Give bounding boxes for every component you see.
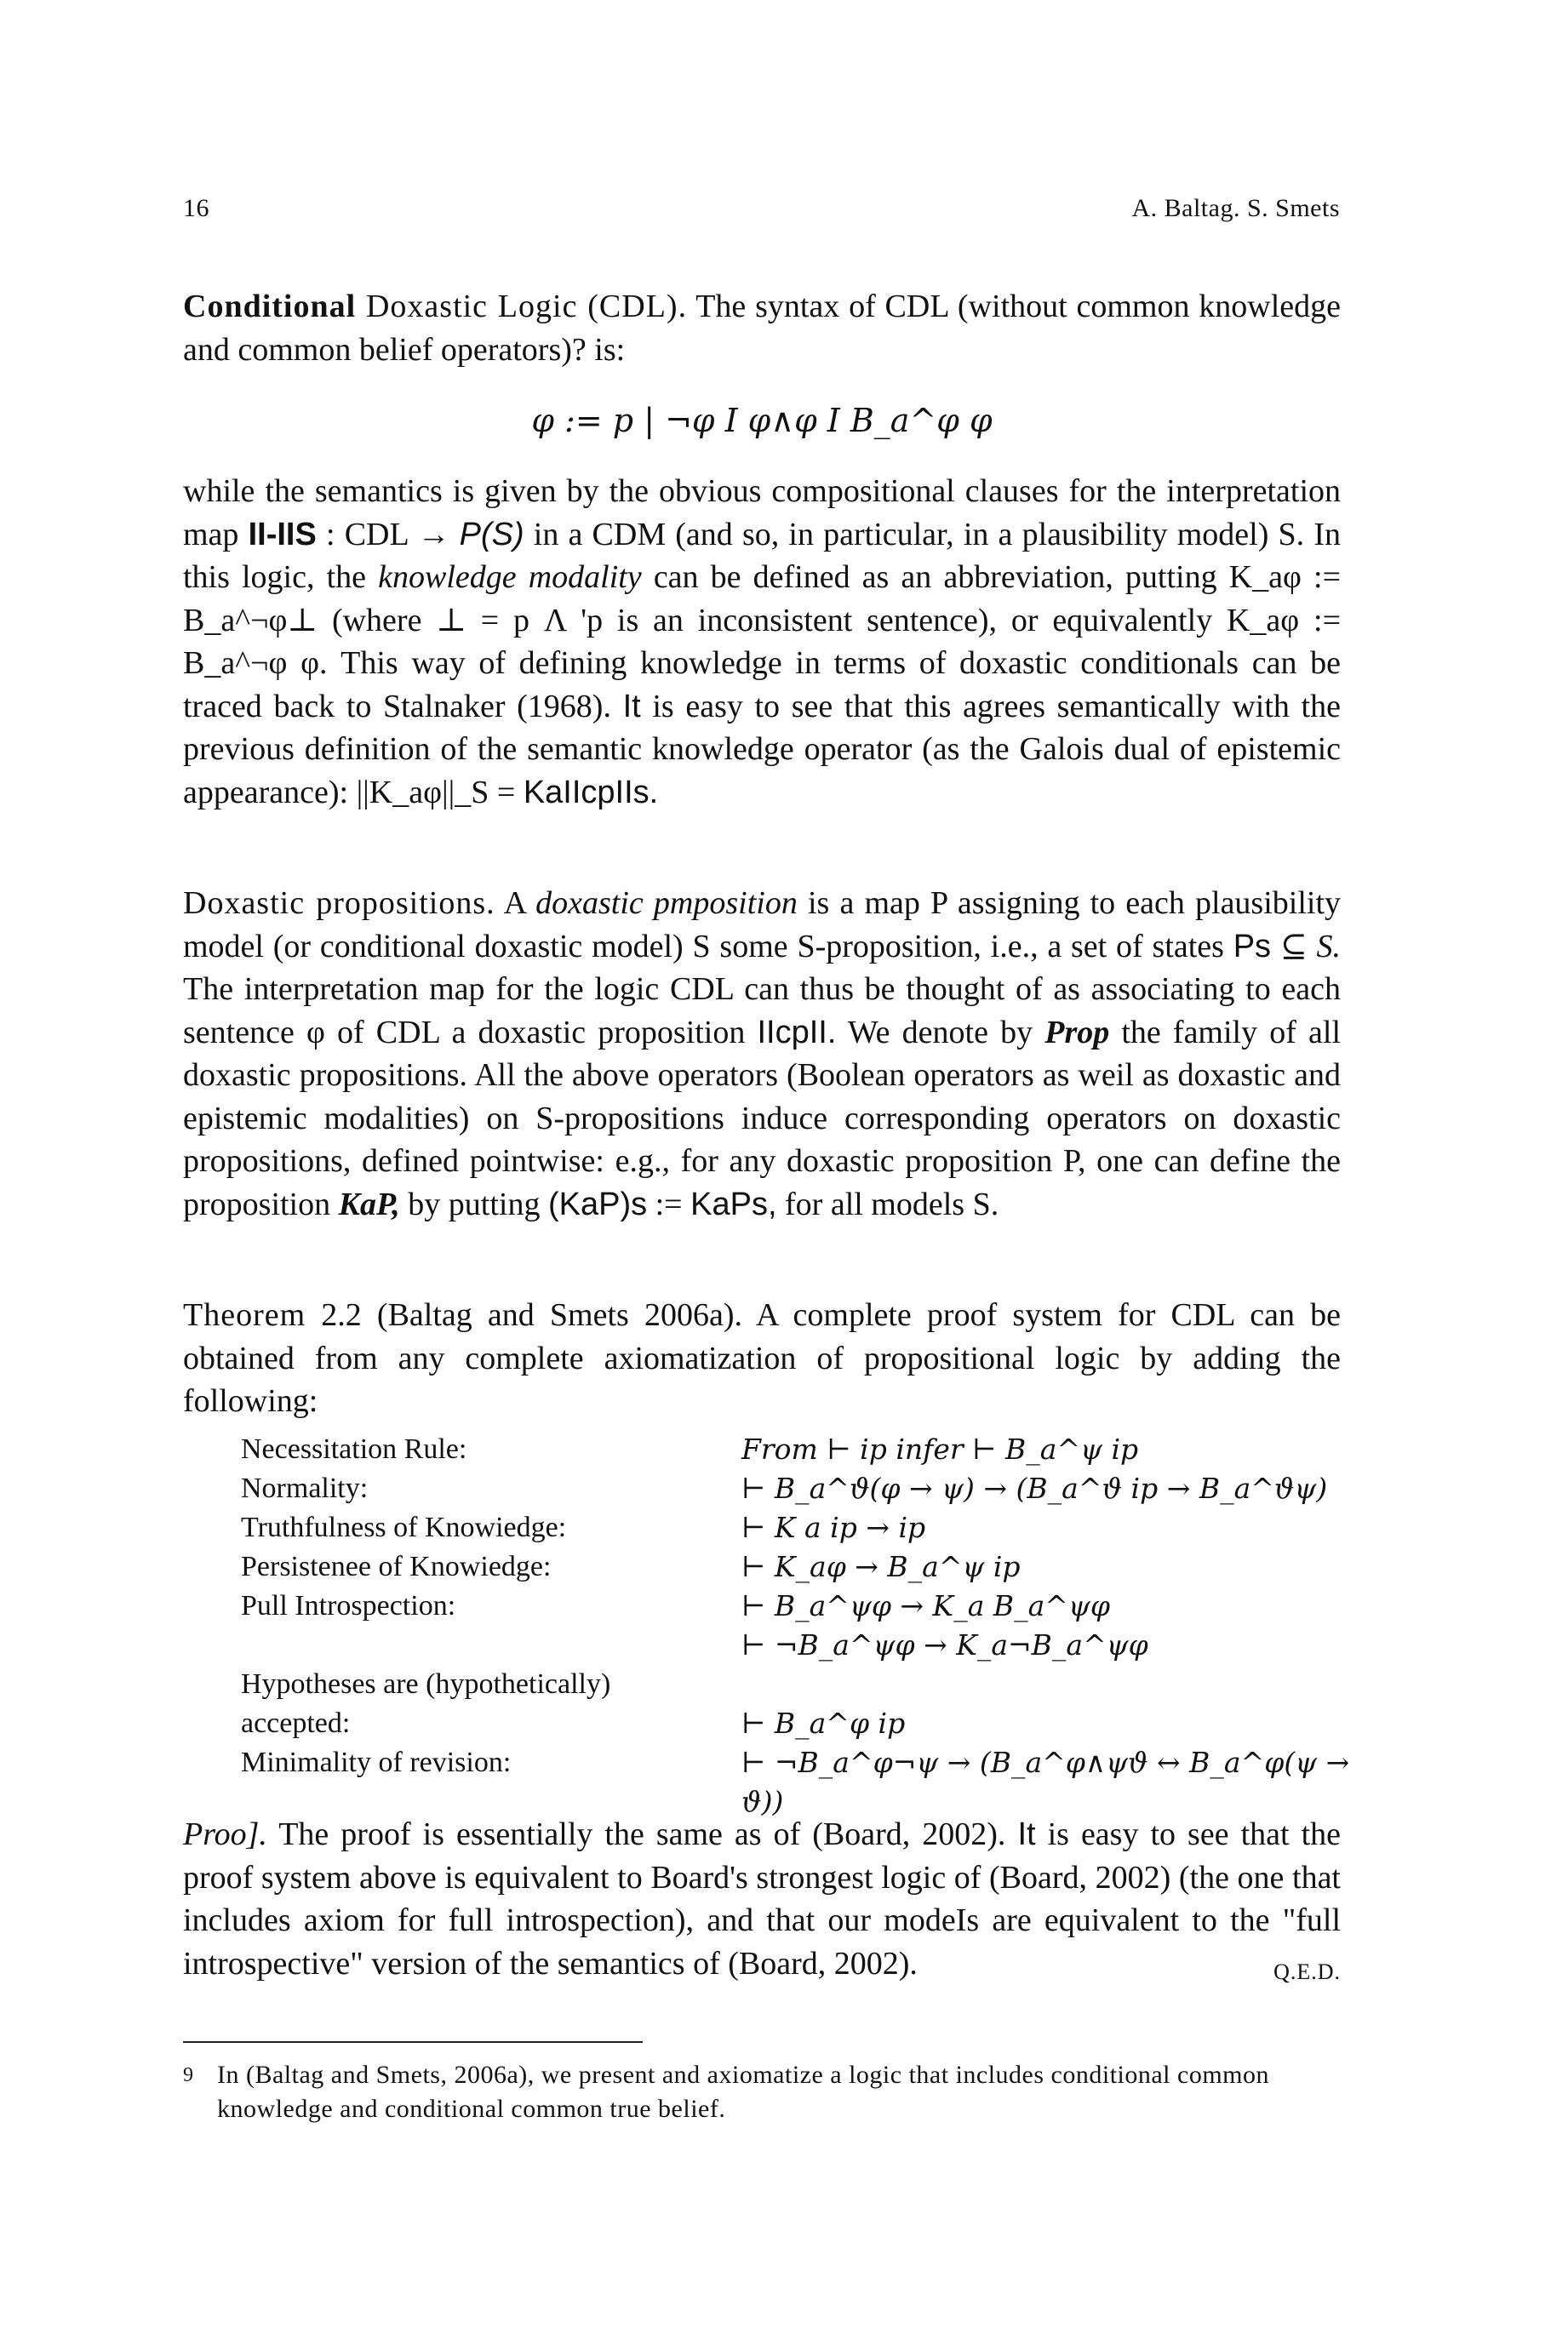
text-run: can be defined as an abbreviation, putting K_aφ := B_a^¬φ⊥ (where ⊥ = p Λ 'p is an inconsistent sentence), or equivalently K_aφ := B_a^¬φ φ. This way of defining knowledge in terms of doxastic conditionals can be traced back to Stalnaker (1968). [183,559,1342,724]
axiom-formula: From ⊢ ip infer ⊢ B_a^ψ ip [741,1433,1139,1466]
footnote-divider [183,2041,643,2043]
axiom-row [241,1508,1373,1547]
text-run: S. [1316,928,1341,964]
axiom-formula: ⊢ K a ip → ip [741,1511,926,1544]
text-run-sans: KaPs, [690,1186,777,1222]
paragraph-cdl-semantics [183,470,1341,814]
text-run: : CDL → [316,516,460,552]
running-header [183,194,1340,223]
axiom-name: Persistenee of Knowiedge: [241,1551,552,1582]
text-run: while the semantics is given by the obvious compositional clauses for the interpretation map [183,473,1341,552]
footnote-number: 9 [183,2064,193,2086]
term-kap: KaP, [338,1186,400,1222]
text-run: is a map P assigning to each plausibility model (or conditional doxastic model) S some S-proposition, i.e., a set of states [183,885,1342,964]
paragraph-cdl-syntax [183,285,1341,371]
qed-mark: Q.E.D. [1273,1959,1341,1984]
axiom-name: Pull Introspection: [241,1590,456,1622]
section-heading: Doxastic propositions. [183,885,495,921]
axiom-row [241,1743,1373,1822]
axiom-row [241,1587,1373,1626]
running-authors: A. Baltag. S. Smets [1131,194,1340,222]
proof-label: Proo]. [183,1816,267,1852]
axiom-formula: ⊢ ¬B_a^ψφ → K_a¬B_a^ψφ [741,1628,1148,1662]
axiom-formula: ⊢ ¬B_a^φ¬ψ → (B_a^φ∧ψϑ ↔ B_a^φ(ψ → ϑ)) [741,1746,1350,1818]
axiom-formula [741,1665,1373,1704]
paragraph-text: 2.2 (Baltag and Smets 2006a). A complete proof system for CDL can be obtained from any complete axiomatization of propositional logic by adding the following: [183,1297,1341,1419]
axiom-name: Necessitation Rule: [241,1433,467,1465]
axiom-name [241,1626,741,1665]
footnote [183,2058,1341,2126]
footnote-text: In (Baltag and Smets, 2006a), we present and axiomatize a logic that includes conditional common knowledge and conditional common true belief. [217,2061,1270,2123]
text-run: for all models S. [776,1186,999,1222]
axiom-row [241,1547,1373,1587]
text-run: The interpretation map for the logic CDL can thus be thought of as associating to each sentence φ of CDL a doxastic proposition [183,971,1341,1050]
axiom-row [241,1469,1373,1508]
term-knowledge-modality: knowledge modality [378,559,642,595]
text-run: ⊆ [1271,928,1317,964]
text-run-sans: Ps [1233,928,1272,964]
axiom-row [241,1704,1373,1743]
text-run-sans: P(S) [459,516,524,552]
text-run-sans: KaIIcpIIs. [523,774,659,810]
page-number: 16 [183,194,209,222]
text-run: is easy to see that this agrees semantically with the previous definition of the semantic knowledge operator (as the Galois dual of epistemic appearance): ||K_aφ||_S = [183,688,1341,810]
axiom-formula: ⊢ K_aφ → B_a^ψ ip [741,1550,1021,1583]
text-run: A [495,885,536,921]
theorem-heading: Theorem [183,1297,306,1333]
text-run-sans: (KaP)s [547,1186,648,1222]
axiom-list [241,1430,1373,1822]
section-heading-bold: Conditional [183,289,357,324]
axiom-row [241,1430,1373,1469]
text-run: := [647,1186,691,1222]
paragraph-doxastic-propositions [183,882,1341,1226]
text-run-sans: It [622,688,641,724]
term-prop: Prop [1044,1014,1110,1050]
axiom-name: Minimality of revision: [241,1747,512,1778]
term-doxastic-proposition: doxastic pmposition [535,885,798,921]
paragraph-text: The syntax of CDL (without common knowledge and common belief operators)? is: [183,289,1341,368]
cdl-syntax-formula: φ := p | ¬φ I φ∧φ I B_a^φ φ [531,402,993,439]
axiom-name: Hypotheses are (hypothetically) [241,1668,611,1700]
axiom-name: accepted: [241,1707,351,1739]
text-run-sans: IIcpII. [757,1014,837,1050]
axiom-row [241,1665,1373,1704]
text-run: in a CDM (and so, in particular, in a plausibility model) S. In this logic, the [183,516,1341,595]
axiom-name: Truthfulness of Knowiedge: [241,1512,567,1543]
axiom-name: Normality: [241,1473,369,1504]
axiom-formula: ⊢ B_a^ψφ → K_a B_a^ψφ [741,1589,1110,1622]
text-run-sans: II-IIS [248,516,317,552]
section-heading-rest: Doxastic Logic (CDL). [356,289,688,324]
text-run: the family of all doxastic propositions. All the above operators (Boolean operators as weil as doxastic and epistemic modalities) on S-propositions induce corresponding operators on doxastic propositions, defined pointwise: e.g., for any doxastic proposition P, one can define the proposition [183,1014,1341,1222]
text-run: We denote by [836,1014,1045,1050]
axiom-formula: ⊢ B_a^ϑ(φ → ψ) → (B_a^ϑ ip → B_a^ϑψ) [741,1472,1328,1505]
paragraph-theorem [183,1294,1341,1423]
axiom-row [241,1626,1373,1665]
text-run: by putting [399,1186,548,1222]
text-run: The proof is essentially the same as of (Board, 2002). [266,1816,1018,1852]
text-run: is easy to see that the proof system above is equivalent to Board's strongest logic of (Board, 2002) (the one that includes axiom for full introspection), and that our modeIs are equivalent to the "full introspective" version of the semantics of (Board, 2002). [183,1816,1341,1982]
paragraph-proof [183,1813,1341,1993]
text-run-sans: It [1017,1816,1036,1852]
axiom-formula: ⊢ B_a^φ ip [741,1707,906,1740]
